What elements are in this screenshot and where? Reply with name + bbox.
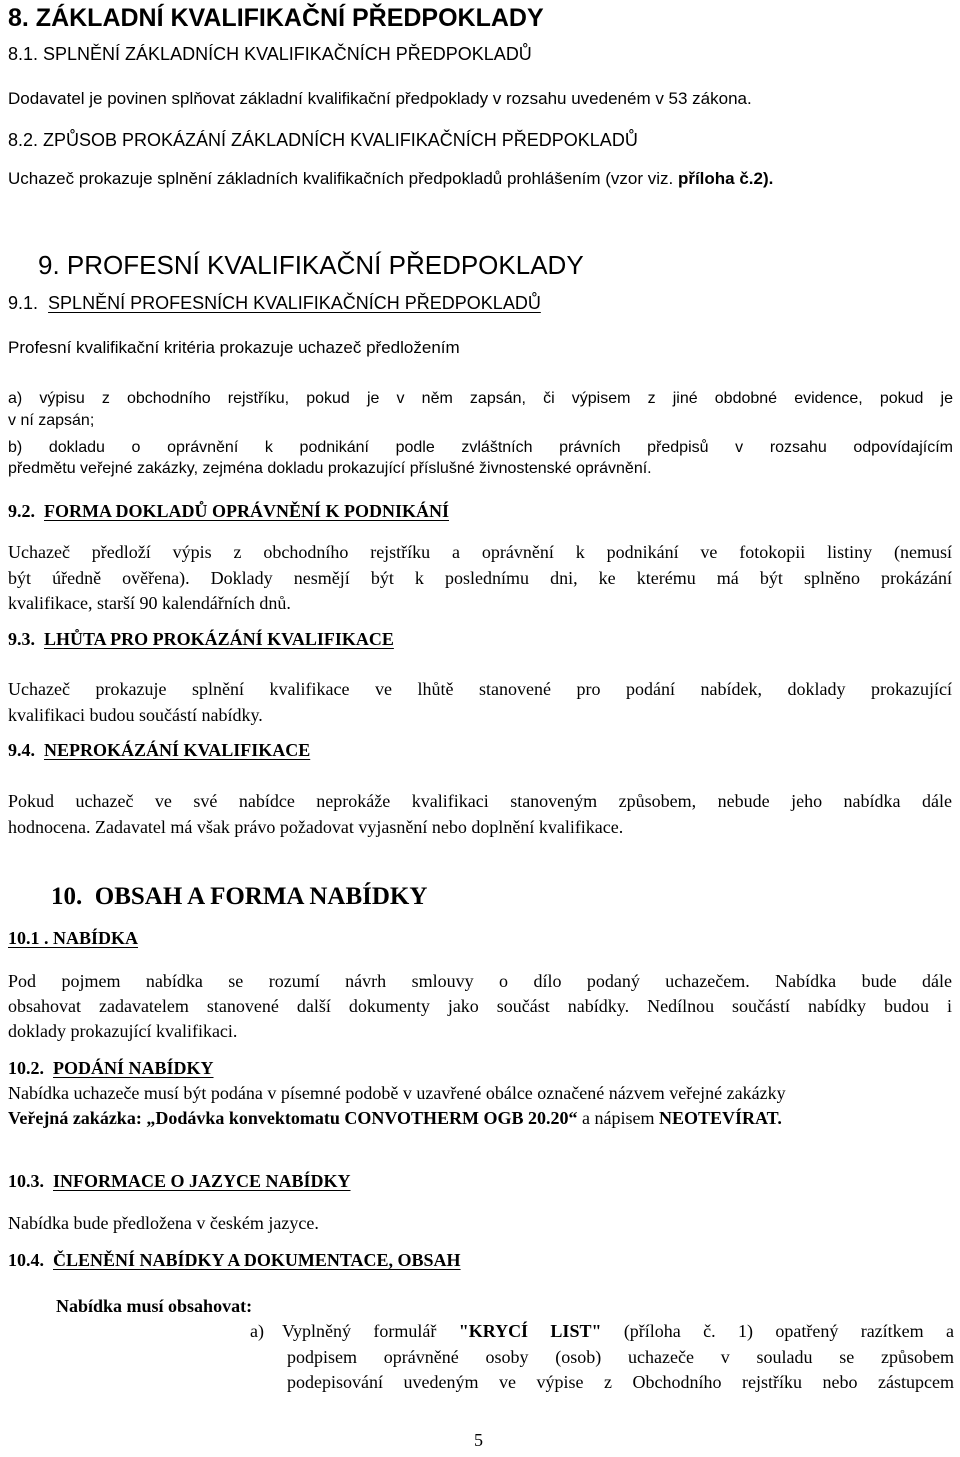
section-9-3-number: 9.3. [8, 629, 35, 649]
list-item-a-marker: a) [250, 1321, 264, 1341]
attachment-2-reference: příloha č.2). [677, 169, 774, 188]
item-b-line-2: předmětu veřejné zakázky, zejména dokladu prokazující příslušné živnostenské oprávnění. [8, 460, 652, 477]
section-10-1-line-2: obsahovat zadavatelem stanovené další dokumenty jako součást nabídky. Nedílnou součástí nabídky budou i [8, 996, 952, 1016]
section-10-title: OBSAH A FORMA NABÍDKY [94, 883, 428, 910]
section-10-2-heading [8, 1059, 214, 1077]
section-10-1-line-1: Pod pojmem nabídka se rozumí návrh smlouvy o dílo podaný uchazečem. Nabídka bude dále [8, 971, 952, 991]
section-9-1-heading [8, 294, 541, 312]
section-9-3-title: LHŮTA PRO PROKÁZÁNÍ KVALIFIKACE [44, 629, 394, 649]
section-10-heading [51, 884, 427, 909]
item-b-line-1: b) dokladu o oprávnění k podnikání podle zvláštních právních předpisů v rozsahu odpovídajícím [8, 439, 953, 456]
must-contain-label: Nabídka musí obsahovat: [56, 1296, 253, 1316]
section-10-1-line-3: doklady prokazující kvalifikaci. [8, 1021, 238, 1041]
section-9-3-heading [8, 630, 394, 648]
list-item-a-line-3: podepisování uvedeným ve výpise z Obchodního rejstříku nebo zástupcem [287, 1372, 954, 1392]
section-9-1-number: 9.1. [8, 293, 39, 313]
section-10-2-number: 10.2. [8, 1058, 44, 1078]
contract-name: Veřejná zakázka: „Dodávka konvektomatu CONVOTHERM OGB 20.20“ [8, 1108, 578, 1128]
section-10-2-line-2 [8, 1109, 782, 1127]
list-item-a-text-end: (příloha č. 1) opatřený razítkem a [601, 1321, 955, 1341]
section-9-2-title: FORMA DOKLADŮ OPRÁVNĚNÍ K PODNIKÁNÍ [44, 501, 449, 521]
do-not-open-label: NEOTEVÍRAT. [658, 1108, 782, 1128]
section-10-4-number: 10.4. [8, 1250, 44, 1270]
cover-sheet-label: "KRYCÍ LIST" [458, 1321, 602, 1341]
section-10-3-text: Nabídka bude předložena v českém jazyce. [8, 1213, 319, 1233]
section-10-number: 10. [51, 883, 83, 910]
section-8-1-text: Dodavatel je povinen splňovat základní kvalifikační předpoklady v rozsahu uvedeném v 53 zákona. [8, 89, 752, 108]
item-a-line-1: a) výpisu z obchodního rejstříku, pokud je v něm zapsán, či výpisem z jiné obdobné evidence, pokud je [8, 390, 953, 407]
section-8-2-text [8, 170, 773, 187]
section-9-4-line-2: hodnocena. Zadavatel má však právo požadovat vyjasnění nebo doplnění kvalifikace. [8, 817, 624, 837]
section-9-3-line-2: kvalifikaci budou součástí nabídky. [8, 705, 263, 725]
list-item-a-line-1 [282, 1322, 954, 1340]
section-10-4-title: ČLENĚNÍ NABÍDKY A DOKUMENTACE, OBSAH [53, 1250, 461, 1270]
section-9-2-line-2: být úředně ověřena). Doklady nesmějí být k poslednímu dni, ke kterému má být splněno prokázání [8, 568, 952, 588]
list-item-a-line-2: podpisem oprávněné osoby (osob) uchazeče v souladu se způsobem [287, 1347, 954, 1367]
section-8-2-text-main: Uchazeč prokazuje splnění základních kvalifikačních předpokladů prohlášením (vzor viz. [8, 169, 678, 188]
item-a-line-2: v ní zapsán; [8, 412, 95, 429]
section-8-1-heading: 8.1. SPLNĚNÍ ZÁKLADNÍCH KVALIFIKAČNÍCH PŘEDPOKLADŮ [8, 44, 532, 64]
section-10-3-title: INFORMACE O JAZYCE NABÍDKY [53, 1171, 351, 1191]
page-number: 5 [474, 1430, 483, 1450]
section-9-2-number: 9.2. [8, 501, 35, 521]
section-8-2-heading: 8.2. ZPŮSOB PROKÁZÁNÍ ZÁKLADNÍCH KVALIFIKAČNÍCH PŘEDPOKLADŮ [8, 130, 638, 150]
section-9-1-intro: Profesní kvalifikační kritéria prokazuje uchazeč předložením [8, 338, 460, 357]
list-item-a-text: Vyplněný formulář [282, 1321, 459, 1341]
section-10-3-number: 10.3. [8, 1171, 44, 1191]
section-9-4-line-1: Pokud uchazeč ve své nabídce neprokáže kvalifikaci stanoveným způsobem, nebude jeho nabídka dále [8, 791, 952, 811]
section-9-2-heading [8, 502, 449, 520]
section-9-1-title: SPLNĚNÍ PROFESNÍCH KVALIFIKAČNÍCH PŘEDPOKLADŮ [48, 293, 541, 313]
section-9-4-heading [8, 741, 310, 759]
section-9-2-line-1: Uchazeč předloží výpis z obchodního rejstříku a oprávnění k podnikání ve fotokopii listiny (nemusí [8, 542, 952, 562]
section-10-3-heading [8, 1172, 351, 1190]
section-9-3-line-1: Uchazeč prokazuje splnění kvalifikace ve lhůtě stanovené pro podání nabídek, doklady prokazující [8, 679, 952, 699]
section-10-1-heading: 10.1 . NABÍDKA [8, 928, 139, 948]
section-10-2-title: PODÁNÍ NABÍDKY [53, 1058, 214, 1078]
section-10-4-heading [8, 1251, 461, 1269]
section-8-heading: 8. ZÁKLADNÍ KVALIFIKAČNÍ PŘEDPOKLADY [8, 4, 544, 32]
section-9-4-number: 9.4. [8, 740, 35, 760]
section-9-4-title: NEPROKÁZÁNÍ KVALIFIKACE [44, 740, 311, 760]
label-napisem: a nápisem [577, 1108, 659, 1128]
section-9-2-line-3: kvalifikace, starší 90 kalendářních dnů. [8, 593, 291, 613]
section-10-2-line-1: Nabídka uchazeče musí být podána v písemné podobě v uzavřené obálce označené názvem veřejné zakázky [8, 1083, 786, 1103]
section-9-heading: 9. PROFESNÍ KVALIFIKAČNÍ PŘEDPOKLADY [38, 250, 584, 280]
